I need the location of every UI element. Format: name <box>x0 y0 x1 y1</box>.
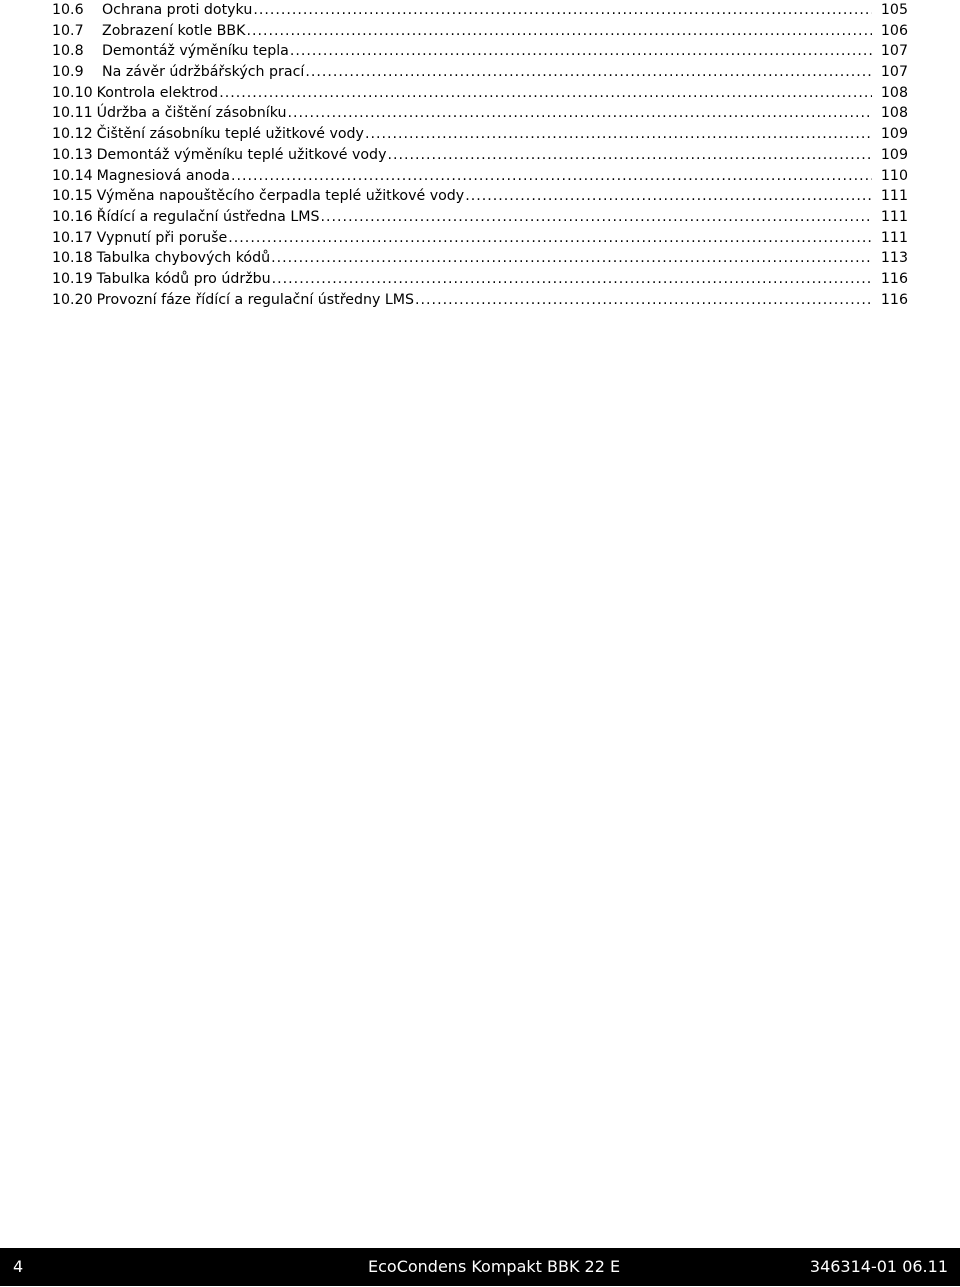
toc-page-number: 109 <box>880 126 908 143</box>
toc-page-number: 105 <box>880 2 908 18</box>
toc-page-number: 106 <box>880 22 908 39</box>
toc-title: Demontáž výměníku teplé užitkové vody <box>96 146 387 163</box>
toc-number: 10.11 <box>52 105 93 122</box>
toc-leader-dots <box>246 21 872 42</box>
toc-page-number: 113 <box>880 250 908 267</box>
toc-leader-dots <box>228 228 872 249</box>
toc-title: Kontrola elektrod <box>96 84 219 101</box>
toc-number: 10.12 <box>52 126 93 143</box>
toc-leader-dots <box>219 83 872 104</box>
toc-title: Ochrana proti dotyku <box>102 2 253 18</box>
toc-page-number: 111 <box>880 208 908 225</box>
toc-number: 10.8 <box>52 43 84 60</box>
toc-page-number: 108 <box>880 84 908 101</box>
toc-page-number: 107 <box>880 43 908 60</box>
toc-title: Tabulka kódů pro údržbu <box>96 270 271 287</box>
toc-leader-dots <box>272 269 872 290</box>
toc-entry[interactable] <box>52 124 908 145</box>
toc-entry[interactable] <box>52 186 908 207</box>
toc-title: Na závěr údržbářských prací <box>102 64 305 81</box>
toc-leader-dots <box>305 62 872 83</box>
toc-number: 10.15 <box>52 188 93 205</box>
toc-entry[interactable] <box>52 290 908 311</box>
toc-entry[interactable] <box>52 21 908 42</box>
toc-page-number: 111 <box>880 229 908 246</box>
toc-title: Demontáž výměníku tepla <box>102 43 289 60</box>
toc-entry[interactable] <box>52 83 908 104</box>
toc-page-number: 110 <box>880 167 908 184</box>
toc-number: 10.19 <box>52 270 93 287</box>
footer-document-code: 346314-01 06.11 <box>809 1257 948 1276</box>
toc-leader-dots <box>415 290 872 311</box>
toc-number: 10.16 <box>52 208 93 225</box>
toc-page-number: 109 <box>880 146 908 163</box>
toc-number: 10.14 <box>52 167 93 184</box>
toc-number: 10.6 <box>52 2 84 18</box>
toc-leader-dots <box>288 103 872 124</box>
toc-title: Provozní fáze řídící a regulační ústředny LMS <box>96 291 415 308</box>
toc-leader-dots <box>290 41 872 62</box>
toc-number: 10.13 <box>52 146 93 163</box>
toc-entry[interactable] <box>52 103 908 124</box>
toc-entry[interactable] <box>52 145 908 166</box>
toc-title: Magnesiová anoda <box>96 167 230 184</box>
page-footer <box>0 1248 960 1286</box>
toc-number: 10.18 <box>52 250 93 267</box>
toc-entry[interactable] <box>52 41 908 62</box>
toc-leader-dots <box>387 145 872 166</box>
toc-number: 10.10 <box>52 84 93 101</box>
toc-page-number: 107 <box>880 64 908 81</box>
footer-product-name: EcoCondens Kompakt BBK 22 E <box>368 1257 621 1276</box>
toc-entry[interactable] <box>52 0 908 21</box>
toc-page-number: 116 <box>880 270 908 287</box>
toc-entry[interactable] <box>52 166 908 187</box>
toc-number: 10.7 <box>52 22 84 39</box>
toc-entry[interactable] <box>52 269 908 290</box>
toc-title: Výměna napouštěcího čerpadla teplé užitkové vody <box>96 188 465 205</box>
toc-title: Čištění zásobníku teplé užitkové vody <box>96 126 364 143</box>
toc-title: Údržba a čištění zásobníku <box>96 105 287 122</box>
toc-page-number: 116 <box>880 291 908 308</box>
toc-page-number: 108 <box>880 105 908 122</box>
toc-entry[interactable] <box>52 62 908 83</box>
toc-number: 10.9 <box>52 64 84 81</box>
toc-number: 10.20 <box>52 291 93 308</box>
toc-title: Zobrazení kotle BBK <box>102 22 246 39</box>
toc-leader-dots <box>231 166 872 187</box>
toc-leader-dots <box>365 124 872 145</box>
toc-entry[interactable] <box>52 207 908 228</box>
toc-title: Vypnutí při poruše <box>96 229 228 246</box>
footer-page-number: 4 <box>13 1257 24 1276</box>
toc-entry[interactable] <box>52 248 908 269</box>
toc-number: 10.17 <box>52 229 93 246</box>
toc-leader-dots <box>271 248 872 269</box>
toc-title: Řídící a regulační ústředna LMS <box>96 208 320 225</box>
table-of-contents <box>52 0 908 310</box>
toc-leader-dots <box>465 186 872 207</box>
toc-leader-dots <box>321 207 872 228</box>
toc-title: Tabulka chybových kódů <box>96 250 271 267</box>
toc-page-number: 111 <box>880 188 908 205</box>
toc-leader-dots <box>253 0 872 21</box>
toc-entry[interactable] <box>52 228 908 249</box>
